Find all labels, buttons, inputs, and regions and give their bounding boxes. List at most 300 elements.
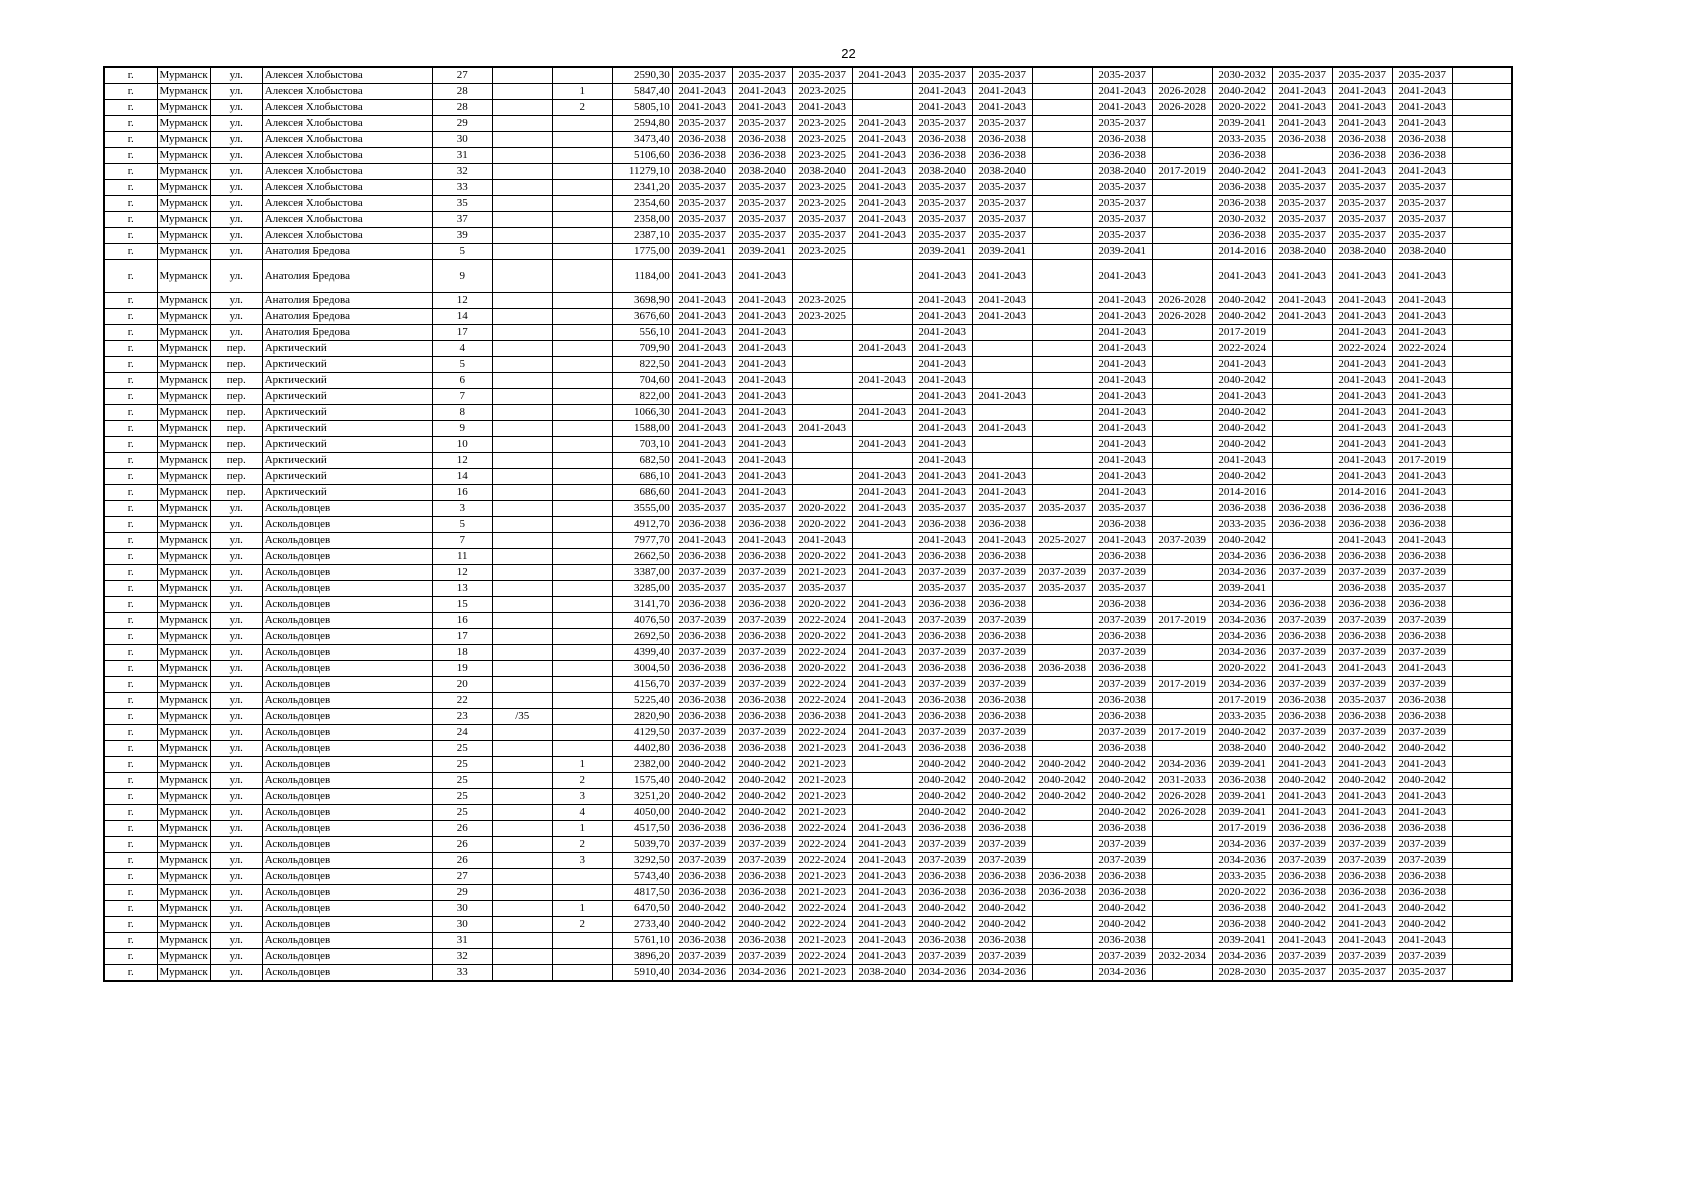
city-cell: Мурманск: [157, 228, 210, 244]
table-row: [104, 709, 1512, 725]
house-number-cell: 33: [432, 965, 492, 982]
period-cell: 2037-2039: [1392, 853, 1452, 869]
street-type-cell: ул.: [210, 100, 262, 116]
period-cell: [1152, 693, 1212, 709]
area-cell: 4817,50: [612, 885, 672, 901]
period-cell: 2040-2042: [912, 901, 972, 917]
locality-type-cell: г.: [104, 965, 157, 982]
period-cell: 2041-2043: [1272, 757, 1332, 773]
city-cell: Мурманск: [157, 373, 210, 389]
empty-cell: [1452, 725, 1512, 741]
period-cell: 2041-2043: [1392, 357, 1452, 373]
period-cell: 2040-2042: [1092, 917, 1152, 933]
period-cell: 2041-2043: [852, 693, 912, 709]
period-cell: 2035-2037: [792, 581, 852, 597]
house-number-cell: 16: [432, 485, 492, 501]
period-cell: 2037-2039: [1152, 533, 1212, 549]
street-name-cell: Алексея Хлобыстова: [262, 212, 432, 228]
empty-cell: [1452, 805, 1512, 821]
period-cell: 2041-2043: [912, 405, 972, 421]
city-cell: Мурманск: [157, 597, 210, 613]
table-row: [104, 180, 1512, 196]
period-cell: [1152, 421, 1212, 437]
period-cell: [1032, 180, 1092, 196]
period-cell: 2039-2041: [1212, 789, 1272, 805]
period-cell: 2040-2042: [672, 773, 732, 789]
period-cell: 2040-2042: [1092, 789, 1152, 805]
area-cell: 4129,50: [612, 725, 672, 741]
table-row: [104, 549, 1512, 565]
table-row: [104, 597, 1512, 613]
house-number-cell: 23: [432, 709, 492, 725]
city-cell: Мурманск: [157, 405, 210, 421]
empty-cell: [1452, 485, 1512, 501]
fraction-cell: [492, 677, 552, 693]
period-cell: 2035-2037: [732, 180, 792, 196]
period-cell: 2039-2041: [912, 244, 972, 260]
street-name-cell: Аскольдовцев: [262, 581, 432, 597]
fraction-cell: [492, 148, 552, 164]
house-number-cell: 26: [432, 821, 492, 837]
street-type-cell: ул.: [210, 837, 262, 853]
locality-type-cell: г.: [104, 821, 157, 837]
locality-type-cell: г.: [104, 709, 157, 725]
street-name-cell: Аскольдовцев: [262, 901, 432, 917]
fraction-cell: [492, 341, 552, 357]
period-cell: 2040-2042: [1032, 789, 1092, 805]
schedule-table: [103, 66, 1513, 982]
period-cell: [1152, 965, 1212, 982]
period-cell: [1032, 901, 1092, 917]
period-cell: 2035-2037: [1332, 965, 1392, 982]
fraction-cell: [492, 933, 552, 949]
period-cell: 2041-2043: [1392, 116, 1452, 132]
period-cell: 2035-2037: [972, 212, 1032, 228]
period-cell: 2041-2043: [1332, 389, 1392, 405]
period-cell: 2041-2043: [852, 485, 912, 501]
locality-type-cell: г.: [104, 116, 157, 132]
period-cell: 2034-2036: [1212, 597, 1272, 613]
table-row: [104, 885, 1512, 901]
period-cell: [1032, 453, 1092, 469]
empty-cell: [1452, 84, 1512, 100]
period-cell: 2036-2038: [732, 132, 792, 148]
period-cell: 2041-2043: [972, 389, 1032, 405]
table-row: [104, 901, 1512, 917]
period-cell: [1032, 196, 1092, 212]
empty-cell: [1452, 917, 1512, 933]
table-row: [104, 677, 1512, 693]
period-cell: 2036-2038: [1332, 501, 1392, 517]
street-type-cell: пер.: [210, 373, 262, 389]
period-cell: [1032, 67, 1092, 84]
period-cell: 2026-2028: [1152, 293, 1212, 309]
period-cell: 2036-2038: [1212, 501, 1272, 517]
period-cell: [1152, 581, 1212, 597]
period-cell: 2040-2042: [1272, 917, 1332, 933]
fraction-cell: [492, 917, 552, 933]
building-cell: [552, 309, 612, 325]
street-name-cell: Алексея Хлобыстова: [262, 164, 432, 180]
period-cell: 2038-2040: [792, 164, 852, 180]
period-cell: 2036-2038: [1332, 132, 1392, 148]
empty-cell: [1452, 341, 1512, 357]
city-cell: Мурманск: [157, 789, 210, 805]
street-name-cell: Арктический: [262, 405, 432, 421]
period-cell: 2037-2039: [672, 645, 732, 661]
locality-type-cell: г.: [104, 837, 157, 853]
street-name-cell: Арктический: [262, 469, 432, 485]
period-cell: 2036-2038: [1392, 869, 1452, 885]
building-cell: [552, 453, 612, 469]
period-cell: 2041-2043: [1092, 453, 1152, 469]
building-cell: [552, 196, 612, 212]
period-cell: 2023-2025: [792, 196, 852, 212]
house-number-cell: 4: [432, 341, 492, 357]
street-name-cell: Алексея Хлобыстова: [262, 67, 432, 84]
period-cell: 2041-2043: [972, 421, 1032, 437]
period-cell: 2040-2042: [1032, 757, 1092, 773]
locality-type-cell: г.: [104, 148, 157, 164]
building-cell: [552, 581, 612, 597]
period-cell: [1152, 373, 1212, 389]
empty-cell: [1452, 164, 1512, 180]
period-cell: 2036-2038: [1272, 501, 1332, 517]
period-cell: 2036-2038: [672, 741, 732, 757]
period-cell: 2041-2043: [852, 164, 912, 180]
period-cell: 2037-2039: [1272, 853, 1332, 869]
period-cell: 2037-2039: [972, 613, 1032, 629]
period-cell: 2040-2042: [1092, 757, 1152, 773]
period-cell: 2023-2025: [792, 84, 852, 100]
city-cell: Мурманск: [157, 325, 210, 341]
street-name-cell: Аскольдовцев: [262, 677, 432, 693]
period-cell: 2036-2038: [732, 741, 792, 757]
table-row: [104, 373, 1512, 389]
period-cell: [1032, 629, 1092, 645]
period-cell: 2037-2039: [732, 837, 792, 853]
period-cell: [1272, 405, 1332, 421]
period-cell: 2038-2040: [1212, 741, 1272, 757]
period-cell: 2039-2041: [672, 244, 732, 260]
period-cell: 2035-2037: [732, 581, 792, 597]
period-cell: 2036-2038: [972, 709, 1032, 725]
period-cell: 2041-2043: [732, 341, 792, 357]
empty-cell: [1452, 357, 1512, 373]
period-cell: 2040-2042: [1392, 741, 1452, 757]
period-cell: 2036-2038: [912, 549, 972, 565]
period-cell: 2036-2038: [1212, 180, 1272, 196]
period-cell: 2036-2038: [1032, 869, 1092, 885]
period-cell: 2021-2023: [792, 933, 852, 949]
period-cell: [1032, 260, 1092, 293]
fraction-cell: [492, 773, 552, 789]
street-type-cell: пер.: [210, 437, 262, 453]
building-cell: [552, 725, 612, 741]
city-cell: Мурманск: [157, 517, 210, 533]
table-row: [104, 437, 1512, 453]
period-cell: [852, 453, 912, 469]
city-cell: Мурманск: [157, 453, 210, 469]
period-cell: 2041-2043: [672, 453, 732, 469]
street-type-cell: ул.: [210, 965, 262, 982]
street-type-cell: ул.: [210, 325, 262, 341]
locality-type-cell: г.: [104, 212, 157, 228]
period-cell: 2021-2023: [792, 805, 852, 821]
city-cell: Мурманск: [157, 148, 210, 164]
period-cell: 2020-2022: [792, 597, 852, 613]
house-number-cell: 26: [432, 837, 492, 853]
fraction-cell: [492, 260, 552, 293]
period-cell: 2038-2040: [1272, 244, 1332, 260]
street-name-cell: Арктический: [262, 389, 432, 405]
period-cell: 2040-2042: [1212, 405, 1272, 421]
period-cell: 2022-2024: [1212, 341, 1272, 357]
period-cell: 2041-2043: [1392, 373, 1452, 389]
period-cell: 2040-2042: [1092, 773, 1152, 789]
street-type-cell: пер.: [210, 469, 262, 485]
building-cell: [552, 677, 612, 693]
period-cell: [972, 357, 1032, 373]
period-cell: 2014-2016: [1332, 485, 1392, 501]
period-cell: [1272, 421, 1332, 437]
period-cell: 2014-2016: [1212, 485, 1272, 501]
period-cell: [1032, 485, 1092, 501]
period-cell: 2041-2043: [1092, 469, 1152, 485]
period-cell: 2037-2039: [1332, 837, 1392, 853]
period-cell: [1152, 228, 1212, 244]
period-cell: 2040-2042: [912, 757, 972, 773]
table-row: [104, 341, 1512, 357]
period-cell: 2022-2024: [792, 613, 852, 629]
area-cell: 11279,10: [612, 164, 672, 180]
fraction-cell: [492, 629, 552, 645]
period-cell: 2036-2038: [972, 869, 1032, 885]
period-cell: [1032, 597, 1092, 613]
period-cell: [1032, 965, 1092, 982]
locality-type-cell: г.: [104, 373, 157, 389]
locality-type-cell: г.: [104, 228, 157, 244]
street-name-cell: Аскольдовцев: [262, 693, 432, 709]
period-cell: [1032, 853, 1092, 869]
table-body: [104, 67, 1512, 981]
period-cell: [1152, 405, 1212, 421]
house-number-cell: 27: [432, 869, 492, 885]
table-row: [104, 196, 1512, 212]
period-cell: 2037-2039: [672, 677, 732, 693]
period-cell: [1032, 421, 1092, 437]
street-type-cell: ул.: [210, 67, 262, 84]
period-cell: [1152, 260, 1212, 293]
period-cell: 2040-2042: [1212, 469, 1272, 485]
period-cell: [1032, 357, 1092, 373]
empty-cell: [1452, 693, 1512, 709]
street-type-cell: ул.: [210, 533, 262, 549]
area-cell: 686,10: [612, 469, 672, 485]
table-row: [104, 757, 1512, 773]
street-type-cell: пер.: [210, 405, 262, 421]
period-cell: 2025-2027: [1032, 533, 1092, 549]
period-cell: 2041-2043: [972, 260, 1032, 293]
period-cell: 2041-2043: [1092, 260, 1152, 293]
period-cell: [852, 389, 912, 405]
street-type-cell: ул.: [210, 757, 262, 773]
period-cell: 2040-2042: [1272, 773, 1332, 789]
period-cell: 2034-2036: [732, 965, 792, 982]
period-cell: 2035-2037: [1092, 180, 1152, 196]
period-cell: 2036-2038: [972, 132, 1032, 148]
table-row: [104, 421, 1512, 437]
period-cell: 2037-2039: [1092, 565, 1152, 581]
period-cell: 2041-2043: [852, 132, 912, 148]
period-cell: 2037-2039: [1392, 949, 1452, 965]
locality-type-cell: г.: [104, 645, 157, 661]
period-cell: 2020-2022: [792, 517, 852, 533]
locality-type-cell: г.: [104, 757, 157, 773]
period-cell: 2036-2038: [912, 629, 972, 645]
period-cell: 2037-2039: [672, 837, 732, 853]
house-number-cell: 12: [432, 453, 492, 469]
period-cell: [852, 421, 912, 437]
building-cell: [552, 180, 612, 196]
locality-type-cell: г.: [104, 453, 157, 469]
period-cell: [972, 405, 1032, 421]
period-cell: 2035-2037: [1392, 212, 1452, 228]
period-cell: 2020-2022: [1212, 885, 1272, 901]
period-cell: 2036-2038: [972, 148, 1032, 164]
period-cell: [1032, 613, 1092, 629]
period-cell: 2038-2040: [732, 164, 792, 180]
street-type-cell: ул.: [210, 949, 262, 965]
period-cell: [1152, 917, 1212, 933]
period-cell: [1032, 693, 1092, 709]
street-type-cell: ул.: [210, 773, 262, 789]
period-cell: 2035-2037: [972, 116, 1032, 132]
period-cell: 2038-2040: [912, 164, 972, 180]
period-cell: [1272, 453, 1332, 469]
locality-type-cell: г.: [104, 901, 157, 917]
period-cell: [852, 757, 912, 773]
empty-cell: [1452, 533, 1512, 549]
house-number-cell: 35: [432, 196, 492, 212]
period-cell: 2034-2036: [972, 965, 1032, 982]
period-cell: 2040-2042: [1212, 309, 1272, 325]
period-cell: 2036-2038: [1212, 228, 1272, 244]
period-cell: 2041-2043: [672, 309, 732, 325]
street-type-cell: ул.: [210, 805, 262, 821]
period-cell: [1272, 341, 1332, 357]
period-cell: [1272, 373, 1332, 389]
period-cell: [1152, 244, 1212, 260]
empty-cell: [1452, 100, 1512, 116]
locality-type-cell: г.: [104, 773, 157, 789]
city-cell: Мурманск: [157, 837, 210, 853]
empty-cell: [1452, 228, 1512, 244]
building-cell: [552, 533, 612, 549]
empty-cell: [1452, 677, 1512, 693]
area-cell: 5847,40: [612, 84, 672, 100]
period-cell: [1152, 885, 1212, 901]
fraction-cell: [492, 469, 552, 485]
period-cell: 2041-2043: [1392, 293, 1452, 309]
period-cell: 2035-2037: [1392, 581, 1452, 597]
period-cell: 2035-2037: [972, 67, 1032, 84]
street-type-cell: ул.: [210, 741, 262, 757]
period-cell: 2036-2038: [1332, 597, 1392, 613]
table-row: [104, 581, 1512, 597]
period-cell: 2035-2037: [912, 116, 972, 132]
period-cell: 2036-2038: [1392, 629, 1452, 645]
period-cell: 2041-2043: [1392, 389, 1452, 405]
house-number-cell: 10: [432, 437, 492, 453]
period-cell: 2041-2043: [912, 309, 972, 325]
period-cell: 2036-2038: [1212, 196, 1272, 212]
period-cell: [1152, 869, 1212, 885]
locality-type-cell: г.: [104, 741, 157, 757]
period-cell: 2041-2043: [672, 469, 732, 485]
period-cell: [1152, 549, 1212, 565]
period-cell: 2036-2038: [732, 549, 792, 565]
period-cell: 2037-2039: [912, 725, 972, 741]
period-cell: 2040-2042: [1332, 773, 1392, 789]
city-cell: Мурманск: [157, 693, 210, 709]
street-type-cell: ул.: [210, 244, 262, 260]
period-cell: 2036-2038: [1272, 821, 1332, 837]
locality-type-cell: г.: [104, 389, 157, 405]
period-cell: 2037-2039: [1392, 677, 1452, 693]
period-cell: 2034-2036: [1212, 549, 1272, 565]
fraction-cell: [492, 100, 552, 116]
empty-cell: [1452, 453, 1512, 469]
period-cell: 2040-2042: [732, 773, 792, 789]
house-number-cell: 12: [432, 293, 492, 309]
locality-type-cell: г.: [104, 853, 157, 869]
house-number-cell: 17: [432, 325, 492, 341]
fraction-cell: [492, 164, 552, 180]
period-cell: 2041-2043: [1092, 389, 1152, 405]
period-cell: [852, 244, 912, 260]
street-type-cell: ул.: [210, 148, 262, 164]
period-cell: 2037-2039: [1272, 645, 1332, 661]
period-cell: 2040-2042: [1212, 84, 1272, 100]
period-cell: 2041-2043: [852, 709, 912, 725]
period-cell: 2041-2043: [672, 293, 732, 309]
house-number-cell: 29: [432, 116, 492, 132]
period-cell: 2041-2043: [672, 357, 732, 373]
period-cell: 2037-2039: [972, 725, 1032, 741]
period-cell: 2041-2043: [912, 469, 972, 485]
period-cell: 2036-2038: [972, 661, 1032, 677]
building-cell: [552, 517, 612, 533]
house-number-cell: 28: [432, 84, 492, 100]
table-row: [104, 164, 1512, 180]
period-cell: 2040-2042: [972, 757, 1032, 773]
building-cell: [552, 965, 612, 982]
house-number-cell: 5: [432, 244, 492, 260]
period-cell: [1152, 453, 1212, 469]
building-cell: [552, 949, 612, 965]
city-cell: Мурманск: [157, 196, 210, 212]
period-cell: 2041-2043: [1272, 164, 1332, 180]
city-cell: Мурманск: [157, 485, 210, 501]
period-cell: 2037-2039: [1332, 565, 1392, 581]
city-cell: Мурманск: [157, 341, 210, 357]
period-cell: 2037-2039: [1272, 677, 1332, 693]
period-cell: 2034-2036: [1152, 757, 1212, 773]
empty-cell: [1452, 469, 1512, 485]
period-cell: 2022-2024: [792, 725, 852, 741]
period-cell: 2035-2037: [1272, 228, 1332, 244]
